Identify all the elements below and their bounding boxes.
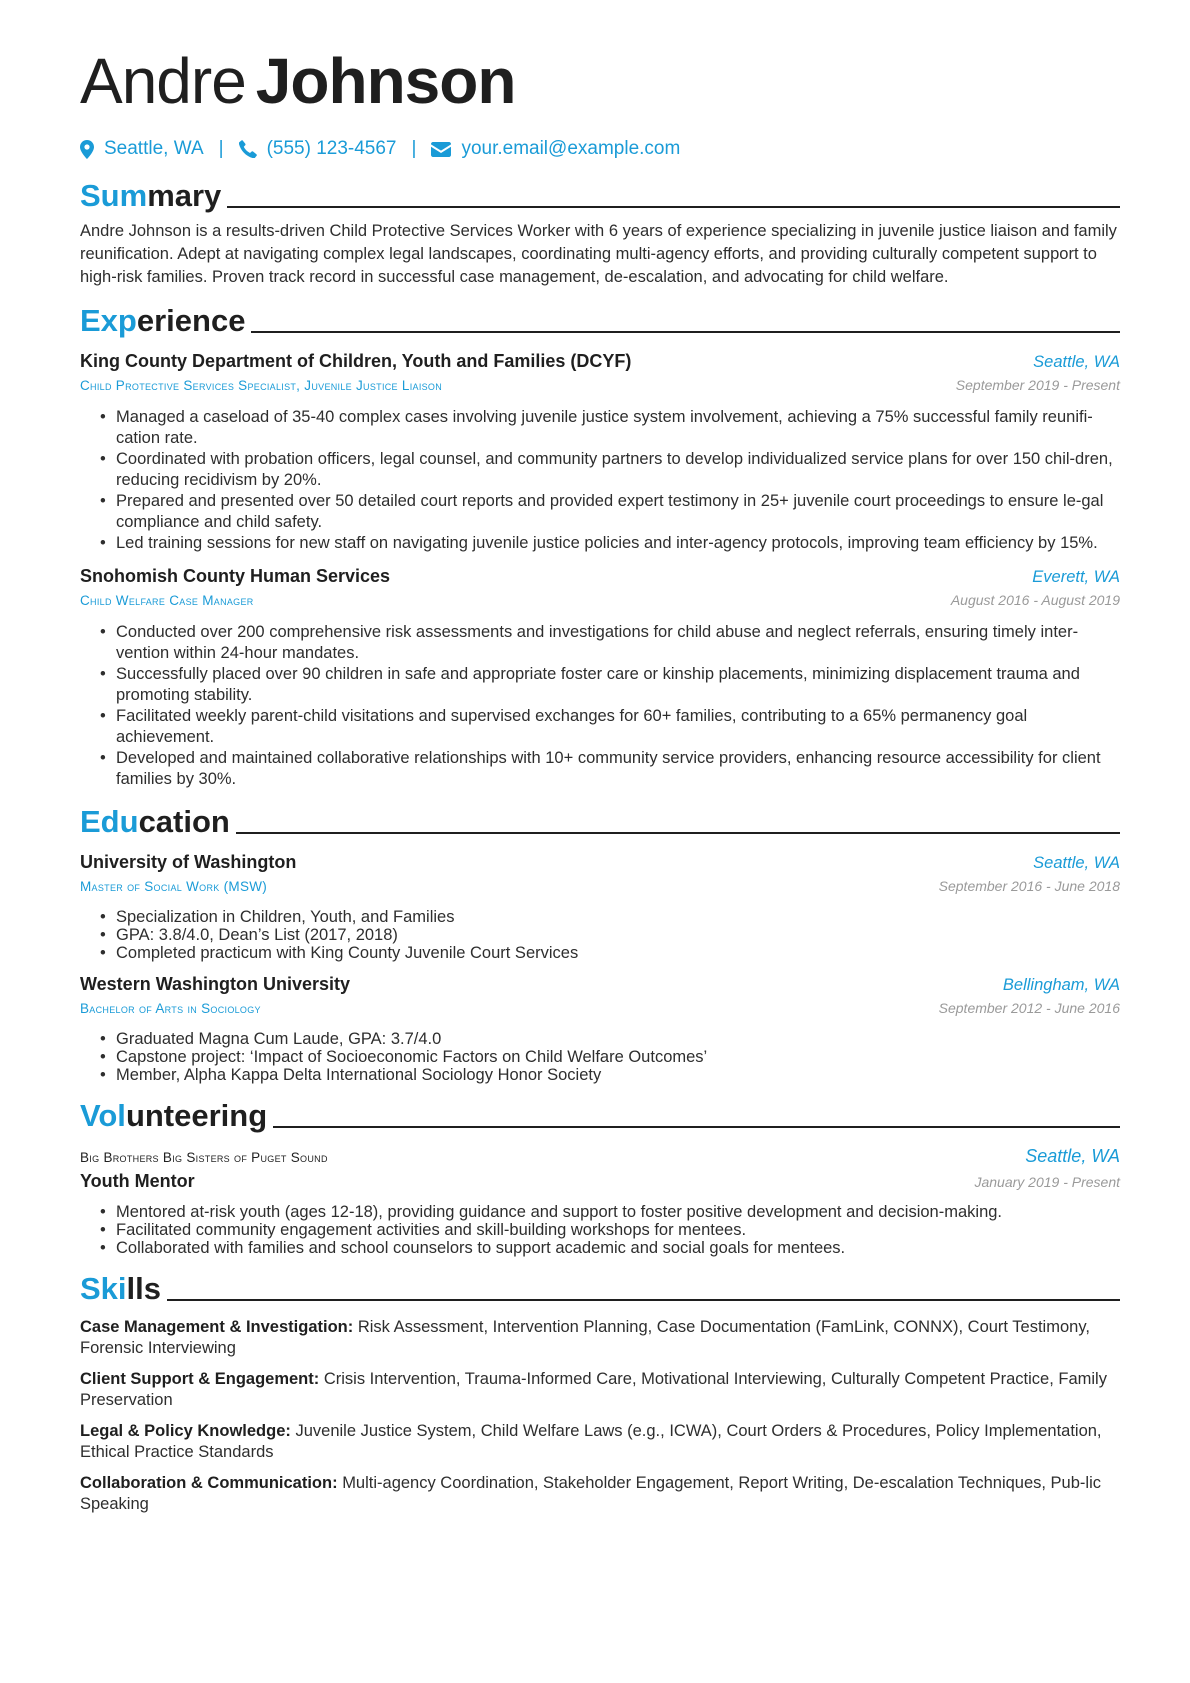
bullet-item: • Completed practicum with King County Juvenile Court Services — [116, 944, 1120, 962]
section-title: Education — [80, 804, 230, 839]
education-entry — [80, 850, 1120, 962]
bullet-item: • Conducted over 200 comprehensive risk assessments and investigations for child abuse and neglect referrals, ensuring timely inter-vention within 24-hour mandates. — [116, 622, 1120, 664]
degree-name: Master of Social Work (MSW) — [80, 879, 268, 894]
skill-group — [80, 1317, 1120, 1359]
bullet-item: • Facilitated community engagement activities and skill-building workshops for mentees. — [116, 1221, 1120, 1239]
volunteering-entry — [80, 1144, 1120, 1257]
job-title: Child Welfare Case Manager — [80, 593, 254, 608]
education-entry — [80, 972, 1120, 1084]
bullet-list — [80, 1203, 1120, 1257]
bullet-item: • Member, Alpha Kappa Delta International Sociology Honor Society — [116, 1066, 1120, 1084]
bullet-item: • Managed a caseload of 35-40 complex cases involving juvenile justice system involvement, achieving a 75% successful family reunifi-cation rate. — [116, 407, 1120, 449]
volunteer-dates: January 2019 - Present — [974, 1174, 1120, 1190]
education-section — [80, 800, 1120, 1084]
bullet-item: • Successfully placed over 90 children in safe and appropriate foster care or kinship placements, minimizing displacement trauma and promoting stability. — [116, 664, 1120, 706]
volunteer-org: Big Brothers Big Sisters of Puget Sound — [80, 1150, 328, 1165]
skill-group-label: Collaboration & Communication: — [80, 1474, 338, 1492]
section-title: Skills — [80, 1271, 161, 1306]
volunteer-location: Seattle, WA — [1025, 1146, 1120, 1166]
degree-name: Bachelor of Arts in Sociology — [80, 1001, 261, 1016]
job-location: Everett, WA — [1032, 568, 1120, 586]
job-dates: September 2019 - Present — [955, 377, 1120, 393]
contact-phone — [239, 138, 397, 160]
section-heading — [80, 299, 1120, 339]
volunteer-role: Youth Mentor — [80, 1171, 195, 1191]
phone-text[interactable]: (555) 123-4567 — [266, 138, 397, 159]
contact-separator: | — [411, 138, 417, 159]
bullet-item: • Specialization in Children, Youth, and Families — [116, 908, 1120, 926]
bullet-item: • Developed and maintained collaborative relationships with 10+ community service providers, enhancing resource accessibility for client families by 30%. — [116, 748, 1120, 790]
job-dates: August 2016 - August 2019 — [950, 592, 1120, 608]
contact-location — [80, 138, 204, 160]
bullet-list — [80, 407, 1120, 554]
school-name: Western Washington University — [80, 974, 351, 994]
contact-email — [431, 138, 680, 160]
section-rule — [227, 206, 1120, 208]
phone-icon — [239, 140, 257, 158]
bullet-item: • Prepared and presented over 50 detailed court reports and provided expert testimony in 25+ juvenile court proceedings to ensure le-gal compliance and child safety. — [116, 491, 1120, 533]
experience-entry — [80, 564, 1120, 790]
section-title: Experience — [80, 303, 246, 338]
job-title: Child Protective Services Specialist, Juvenile Justice Liaison — [80, 378, 443, 393]
experience-section — [80, 299, 1120, 790]
skill-group — [80, 1369, 1120, 1411]
section-rule — [236, 832, 1120, 834]
skill-group-text: Multi-agency Coordination, Stakeholder Engagement, Report Writing, De-escalation Techniques, Pub-lic Speaking — [80, 1474, 1101, 1513]
school-location: Seattle, WA — [1033, 854, 1120, 872]
skill-group-label: Legal & Policy Knowledge: — [80, 1422, 291, 1440]
skill-group — [80, 1473, 1120, 1515]
education-dates: September 2016 - June 2018 — [938, 878, 1120, 894]
bullet-item: • Coordinated with probation officers, legal counsel, and community partners to develop individualized service plans for over 150 chil-dren, reducing recidivism by 20%. — [116, 449, 1120, 491]
section-heading — [80, 174, 1120, 214]
school-location: Bellingham, WA — [1002, 976, 1120, 994]
bullet-item: • Graduated Magna Cum Laude, GPA: 3.7/4.0 — [116, 1030, 1120, 1048]
first-name: Andre — [80, 45, 246, 117]
section-title: Volunteering — [80, 1098, 268, 1133]
section-rule — [167, 1299, 1120, 1301]
candidate-name — [80, 40, 1120, 122]
bullet-item: • Capstone project: ‘Impact of Socioeconomic Factors on Child Welfare Outcomes’ — [116, 1048, 1120, 1066]
bullet-list — [80, 908, 1120, 962]
contact-line — [80, 134, 1120, 164]
bullet-item: • Facilitated weekly parent-child visitations and supervised exchanges for 60+ families, contributing to a 65% permanency goal achievement. — [116, 706, 1120, 748]
experience-entry — [80, 349, 1120, 554]
volunteering-section — [80, 1094, 1120, 1257]
summary-section — [80, 174, 1120, 289]
email-link[interactable]: your.email@example.com — [461, 138, 681, 159]
section-heading — [80, 1094, 1120, 1134]
section-rule — [251, 331, 1120, 333]
skills-section — [80, 1267, 1120, 1515]
bullet-item: • GPA: 3.8/4.0, Dean’s List (2017, 2018) — [116, 926, 1120, 944]
school-name: University of Washington — [80, 852, 297, 872]
employer-name: Snohomish County Human Services — [80, 566, 391, 586]
skill-group-text: Crisis Intervention, Trauma-Informed Care, Motivational Interviewing, Culturally Competent Practice, Family Preservation — [80, 1370, 1107, 1409]
section-title: Summary — [80, 178, 222, 213]
bullet-item: • Collaborated with families and school counselors to support academic and social goals for mentees. — [116, 1239, 1120, 1257]
education-dates: September 2012 - June 2016 — [938, 1000, 1120, 1016]
skill-group-text: Risk Assessment, Intervention Planning, Case Documentation (FamLink, CONNX), Court Testimony, Forensic Interviewing — [80, 1318, 1090, 1357]
section-rule — [273, 1126, 1120, 1128]
last-name: Johnson — [255, 45, 516, 117]
job-location: Seattle, WA — [1033, 353, 1120, 371]
bullet-list — [80, 1030, 1120, 1084]
skill-group-label: Client Support & Engagement: — [80, 1370, 320, 1388]
envelope-icon — [431, 142, 451, 157]
skill-group — [80, 1421, 1120, 1463]
bullet-list — [80, 622, 1120, 790]
skill-group-label: Case Management & Investigation: — [80, 1318, 354, 1336]
section-heading — [80, 800, 1120, 840]
summary-text: Andre Johnson is a results-driven Child Protective Services Worker with 6 years of experience specializing in juvenile justice liaison and family reunification. Adept at navigating complex legal landscapes, coordinating multi-agency efforts, and providing culturally competent support to high-risk families. Proven track record in successful case management, de-escalation, and advocating for child welfare. — [80, 222, 1117, 286]
bullet-item: • Mentored at-risk youth (ages 12-18), providing guidance and support to foster positive development and decision-making. — [116, 1203, 1120, 1221]
resume-page — [80, 40, 1120, 1515]
employer-name: King County Department of Children, Youth and Families (DCYF) — [80, 351, 632, 371]
contact-separator: | — [218, 138, 224, 159]
bullet-item: • Led training sessions for new staff on navigating juvenile justice policies and inter-agency protocols, improving team efficiency by 15%. — [116, 533, 1120, 554]
map-pin-icon — [80, 140, 94, 159]
section-heading — [80, 1267, 1120, 1307]
skill-group-text: Juvenile Justice System, Child Welfare Laws (e.g., ICWA), Court Orders & Procedures, Policy Implementation, Ethical Practice Standards — [80, 1422, 1102, 1461]
location-text: Seattle, WA — [104, 138, 204, 159]
